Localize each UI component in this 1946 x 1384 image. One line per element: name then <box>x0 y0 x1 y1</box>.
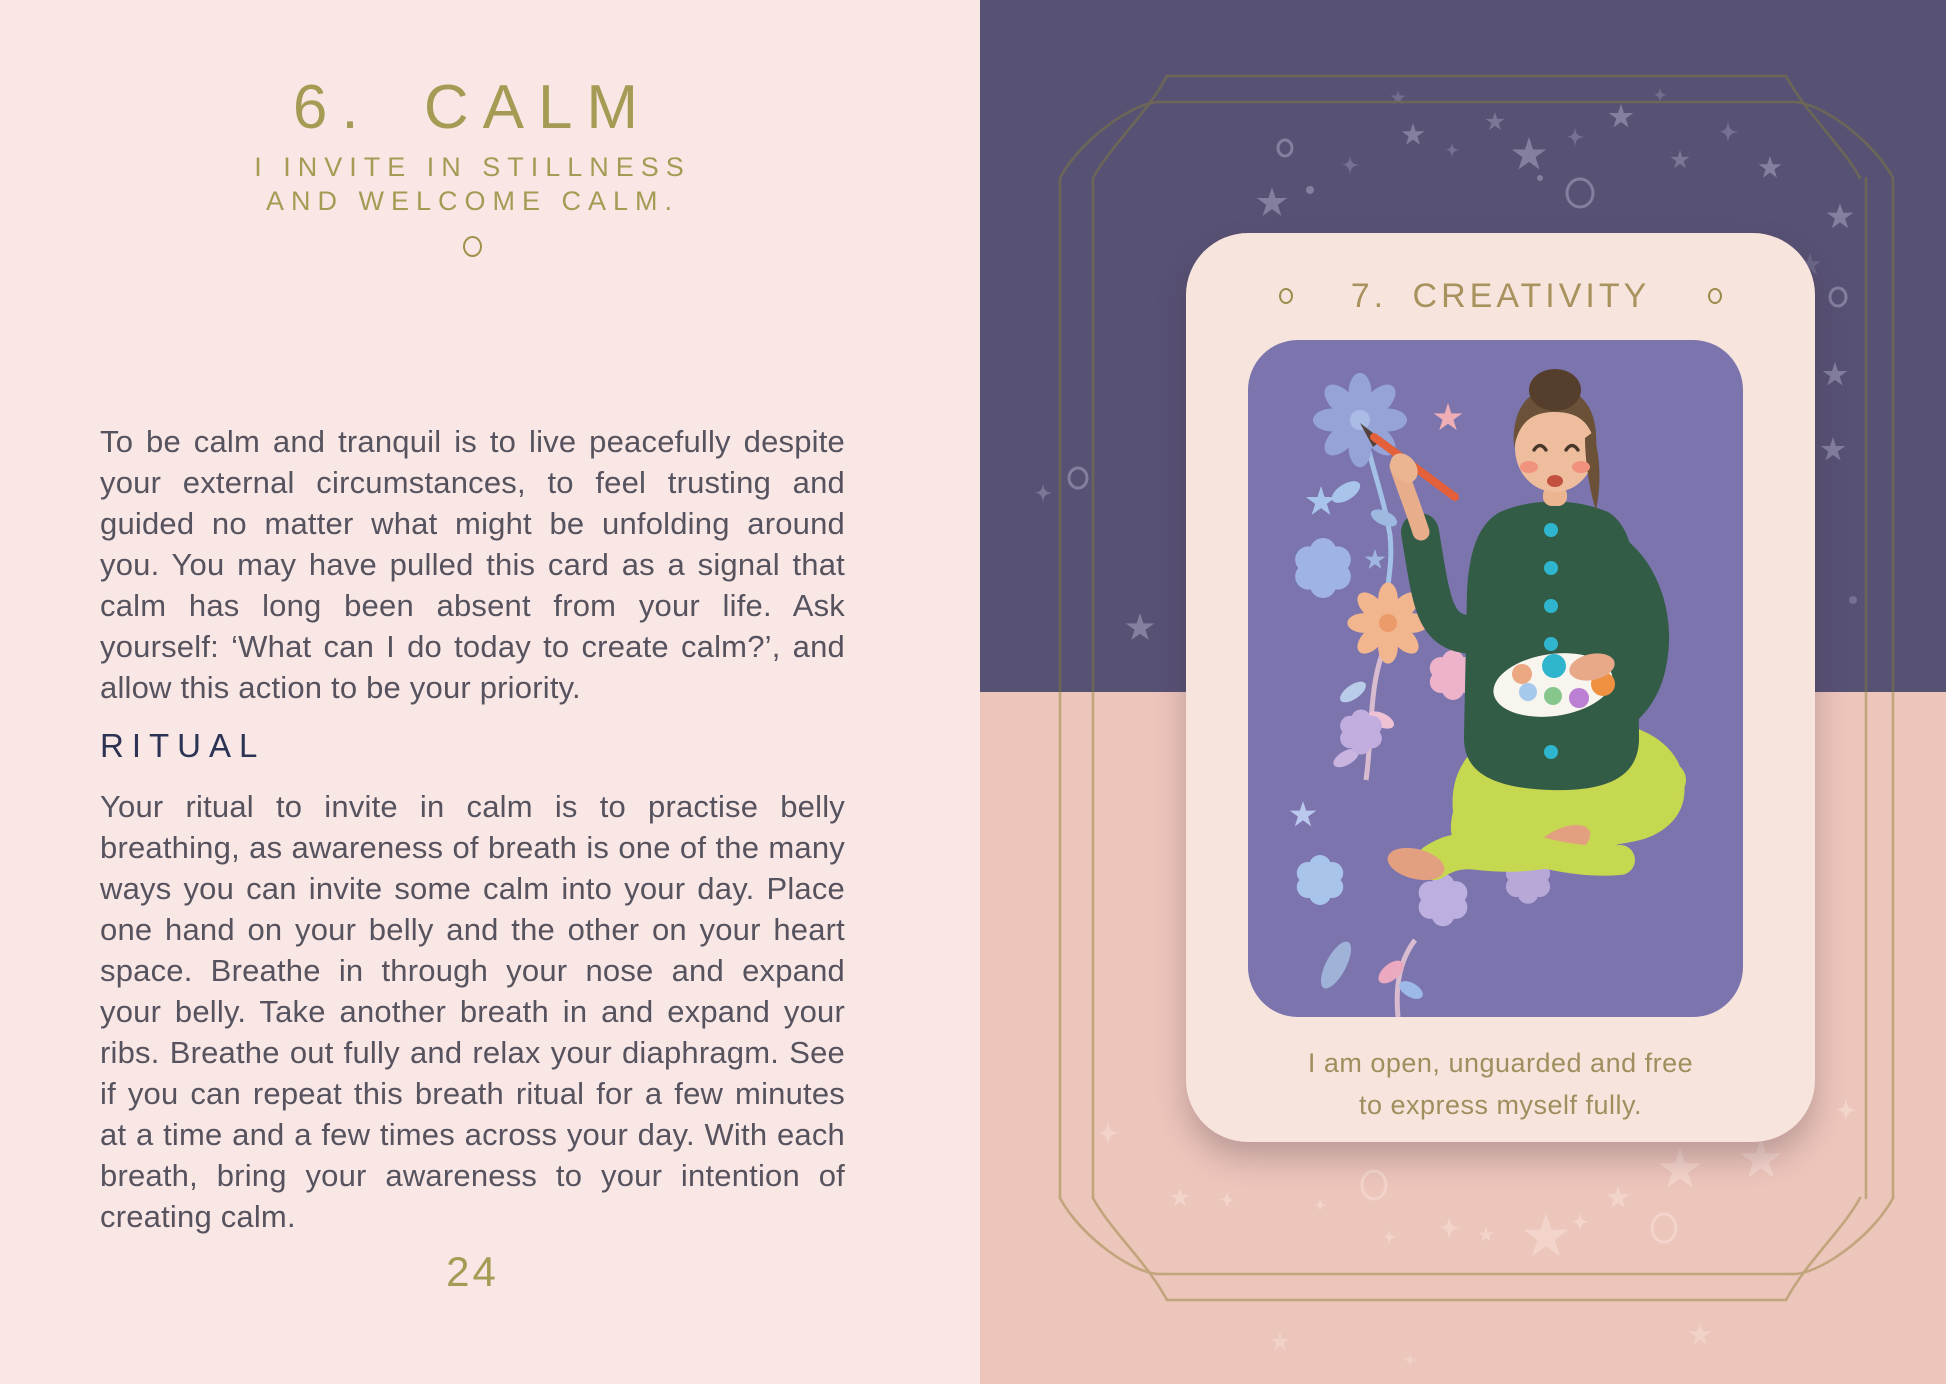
ritual-paragraph: Your ritual to invite in calm is to practise belly breathing, as awareness of breath is one of the many ways you can invite some calm into your day. Place one hand on your belly and the other on your heart space. Breathe in through your nose and expand your belly. Take another breath in and expand your ribs. Breathe out fully and relax your diaphragm. See if you can repeat this breath ritual for a few minutes at a time and a few times across your day. With each breath, bring your awareness to your intention of creating calm. <box>100 789 845 1234</box>
cheek-blush <box>1572 461 1590 473</box>
ritual-heading: RITUAL <box>100 727 266 764</box>
star-icon <box>1434 403 1463 430</box>
page-title: 6. CALM <box>292 73 653 142</box>
oracle-card <box>1186 233 1815 1142</box>
intro-paragraph: To be calm and tranquil is to live peacefully despite your external circumstances, to feel trusting and guided no matter what might be unfolding around you. You may have pulled this card as a signal that calm has long been absent from your life. Ask yourself: ‘What can I do today to create calm?’, and allow this action to be your priority. <box>100 424 845 705</box>
cheek-blush <box>1520 461 1538 473</box>
ring-ornament-icon <box>463 236 482 257</box>
card-affirmation-line-2: to express myself fully. <box>1358 1090 1643 1120</box>
affirmation-text <box>100 150 845 218</box>
card-affirmation <box>1186 1042 1815 1126</box>
right-page <box>980 0 1946 1384</box>
fluffy-flower-icon <box>1295 538 1351 598</box>
ring-ornament-icon <box>1279 288 1293 304</box>
card-title-row <box>1186 273 1815 319</box>
card-affirmation-line-1: I am open, unguarded and free <box>1307 1048 1694 1078</box>
card-title: 7. CREATIVITY <box>1350 276 1651 315</box>
card-illustration <box>1248 340 1743 1017</box>
mouth <box>1547 475 1563 487</box>
page-number: 24 <box>446 1248 499 1295</box>
ring-ornament-icon <box>1708 288 1722 304</box>
hair-bun <box>1529 369 1581 411</box>
affirmation-line-1: I INVITE IN STILLNESS <box>254 152 691 182</box>
affirmation-line-2: AND WELCOME CALM. <box>265 186 680 216</box>
